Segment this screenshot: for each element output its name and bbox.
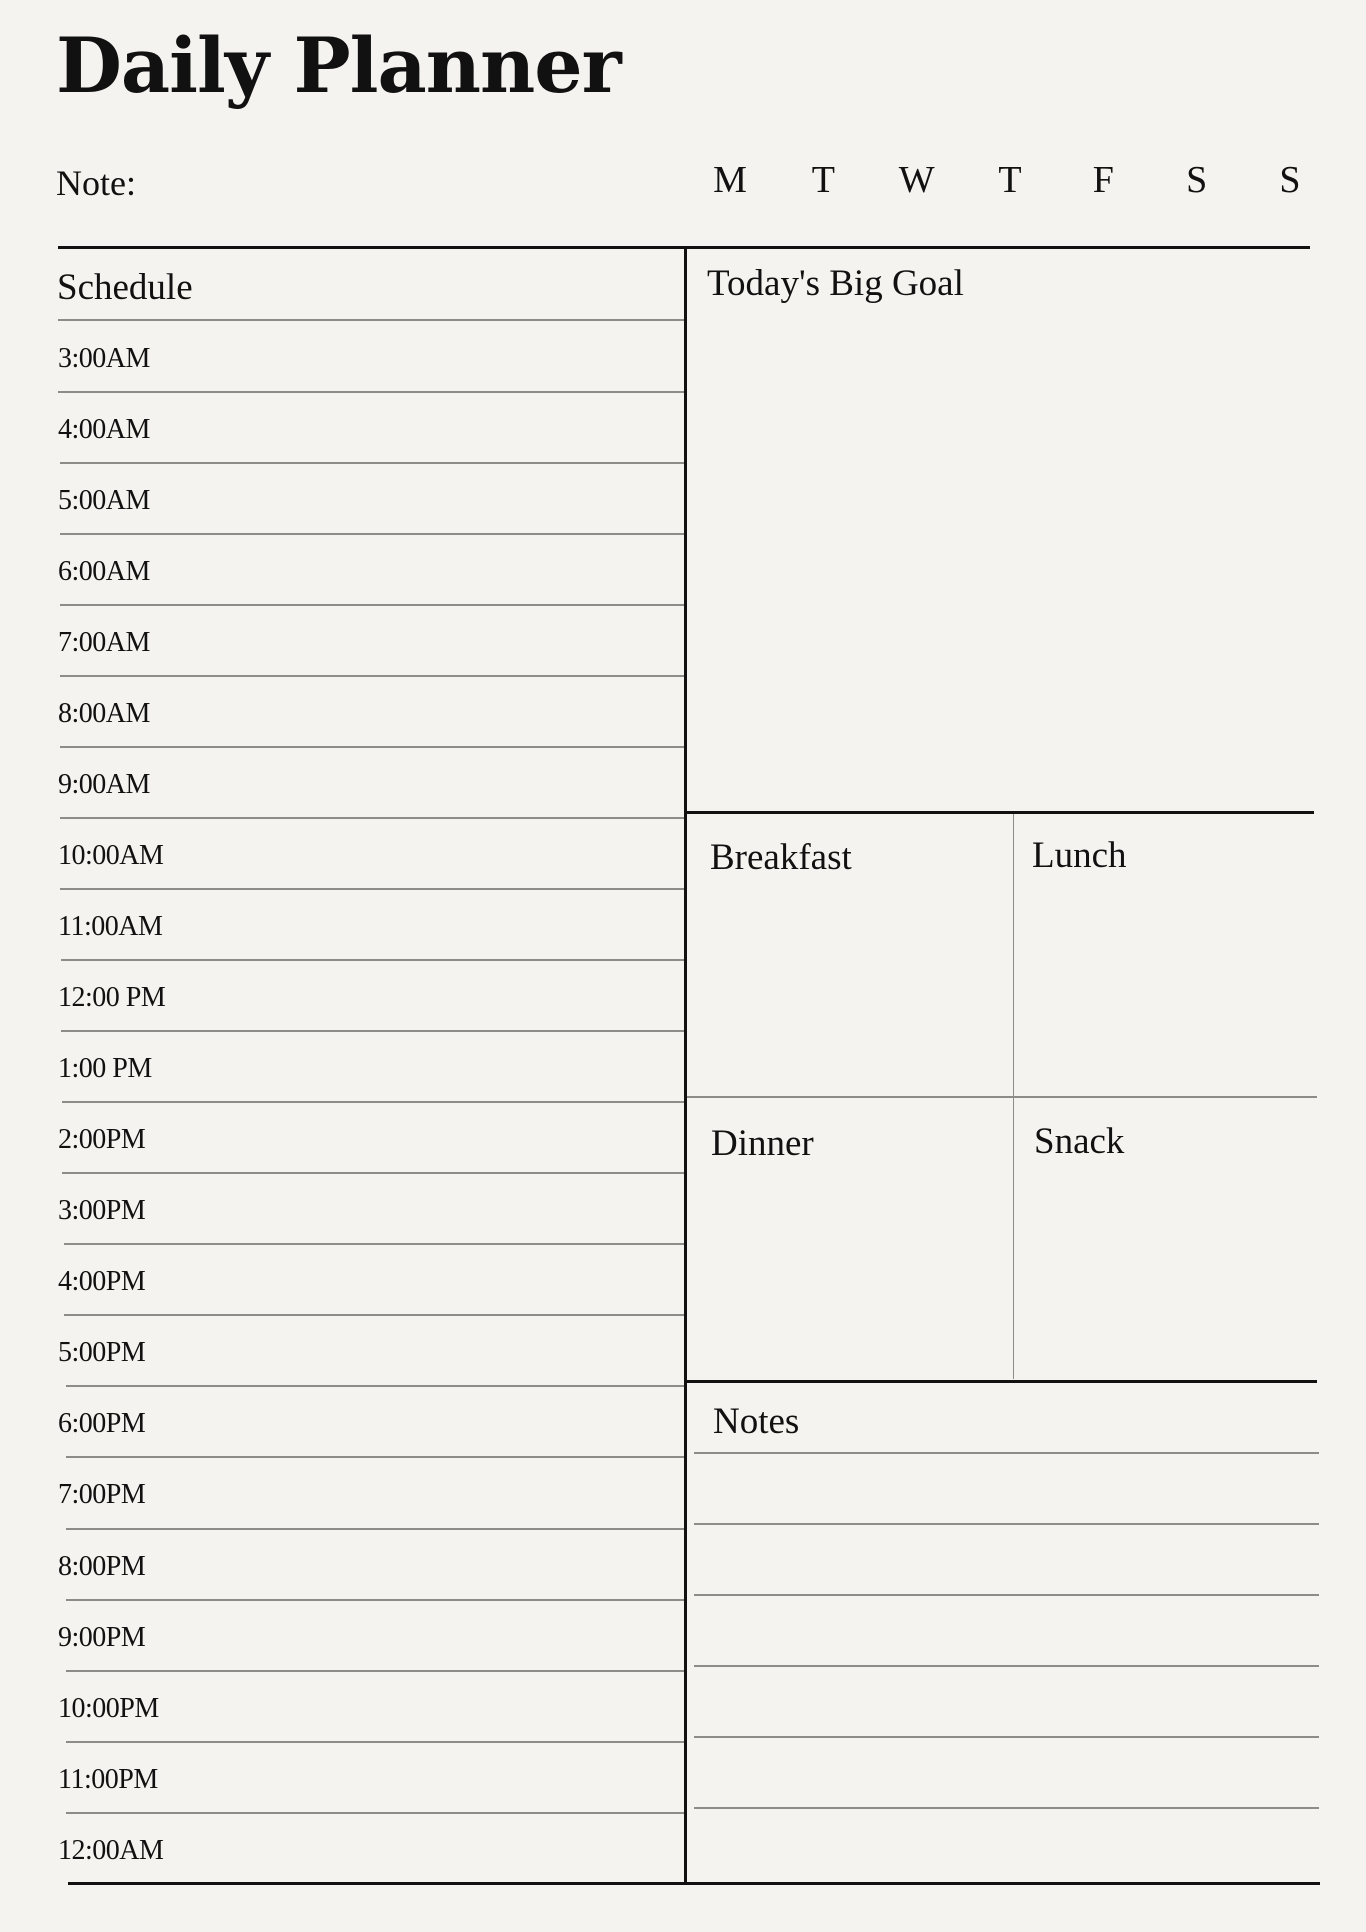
time-slot[interactable] bbox=[58, 1673, 688, 1744]
time-slot[interactable] bbox=[58, 1602, 688, 1673]
notes-rule bbox=[694, 1665, 1319, 1667]
time-label: 5:00AM bbox=[58, 484, 150, 516]
time-label: 11:00PM bbox=[58, 1763, 158, 1795]
notes-rule bbox=[694, 1736, 1319, 1738]
schedule-rule bbox=[64, 1314, 684, 1316]
time-slot[interactable] bbox=[58, 607, 688, 678]
snack-title: Snack bbox=[1034, 1121, 1125, 1162]
time-slot[interactable] bbox=[58, 962, 688, 1033]
schedule-rule bbox=[60, 604, 684, 606]
time-label: 9:00AM bbox=[58, 768, 150, 800]
time-label: 4:00AM bbox=[58, 413, 150, 445]
schedule-rule bbox=[58, 319, 684, 321]
schedule-rule bbox=[66, 1528, 684, 1530]
schedule-rule bbox=[60, 462, 684, 464]
time-label: 1:00 PM bbox=[58, 1052, 152, 1084]
schedule-title: Schedule bbox=[57, 267, 193, 308]
time-slot[interactable] bbox=[58, 1175, 688, 1246]
big-goal-box[interactable] bbox=[687, 249, 1312, 811]
time-label: 12:00AM bbox=[58, 1834, 164, 1866]
schedule-rule bbox=[58, 391, 684, 393]
time-label: 4:00PM bbox=[58, 1265, 146, 1297]
notes-title: Notes bbox=[713, 1401, 800, 1442]
time-label: 10:00AM bbox=[58, 839, 164, 871]
time-slot[interactable] bbox=[58, 1388, 688, 1459]
time-label: 3:00PM bbox=[58, 1194, 146, 1226]
schedule-rule bbox=[60, 533, 684, 535]
schedule-rule bbox=[62, 1101, 684, 1103]
time-slot[interactable] bbox=[58, 536, 688, 607]
schedule-rule bbox=[66, 1670, 684, 1672]
breakfast-title: Breakfast bbox=[710, 837, 852, 878]
time-slot[interactable] bbox=[58, 1104, 688, 1175]
time-label: 11:00AM bbox=[58, 910, 163, 942]
time-slot[interactable] bbox=[58, 1459, 688, 1530]
day-friday[interactable]: F bbox=[1092, 159, 1114, 201]
dinner-title: Dinner bbox=[711, 1123, 814, 1164]
lunch-title: Lunch bbox=[1032, 835, 1127, 876]
time-slot[interactable] bbox=[58, 1531, 688, 1602]
time-label: 3:00AM bbox=[58, 342, 150, 374]
time-slot[interactable] bbox=[58, 465, 688, 536]
time-slot[interactable] bbox=[58, 1317, 688, 1388]
time-label: 8:00PM bbox=[58, 1550, 146, 1582]
notes-rule bbox=[694, 1523, 1319, 1525]
schedule-rule bbox=[61, 959, 684, 961]
time-slot[interactable] bbox=[58, 1246, 688, 1317]
time-slot[interactable] bbox=[58, 1744, 688, 1815]
time-label: 2:00PM bbox=[58, 1123, 146, 1155]
schedule-rule bbox=[66, 1385, 684, 1387]
time-slot[interactable] bbox=[58, 891, 688, 962]
day-thursday[interactable]: T bbox=[998, 159, 1022, 201]
weekday-selector bbox=[700, 158, 1320, 202]
schedule-rule bbox=[64, 1243, 684, 1245]
time-label: 7:00AM bbox=[58, 626, 150, 658]
schedule-rule bbox=[61, 1030, 684, 1032]
day-monday[interactable]: M bbox=[713, 159, 747, 201]
time-label: 7:00PM bbox=[58, 1478, 146, 1510]
time-slot[interactable] bbox=[58, 749, 688, 820]
time-slot[interactable] bbox=[58, 323, 688, 394]
note-label: Note: bbox=[56, 163, 136, 203]
schedule-rule bbox=[60, 888, 684, 890]
time-slot[interactable] bbox=[58, 678, 688, 749]
time-slot[interactable] bbox=[58, 1815, 688, 1886]
schedule-rule bbox=[66, 1812, 684, 1814]
time-label: 5:00PM bbox=[58, 1336, 146, 1368]
day-tuesday[interactable]: T bbox=[811, 159, 835, 201]
time-label: 9:00PM bbox=[58, 1621, 146, 1653]
page-title: Daily Planner bbox=[56, 21, 621, 110]
time-label: 10:00PM bbox=[58, 1692, 159, 1724]
time-slot[interactable] bbox=[58, 394, 688, 465]
day-wednesday[interactable]: W bbox=[898, 159, 935, 201]
notes-rule bbox=[694, 1594, 1319, 1596]
notes-divider bbox=[687, 1380, 1317, 1383]
time-label: 6:00PM bbox=[58, 1407, 146, 1439]
schedule-rule bbox=[66, 1599, 684, 1601]
time-label: 6:00AM bbox=[58, 555, 150, 587]
time-label: 12:00 PM bbox=[58, 981, 166, 1013]
day-sunday[interactable]: S bbox=[1279, 159, 1301, 201]
schedule-rule bbox=[66, 1741, 684, 1743]
schedule-rule bbox=[60, 746, 684, 748]
time-label: 8:00AM bbox=[58, 697, 150, 729]
schedule-rule bbox=[60, 817, 684, 819]
day-saturday[interactable]: S bbox=[1186, 159, 1208, 201]
schedule-rule bbox=[66, 1456, 684, 1458]
schedule-rule bbox=[60, 675, 684, 677]
notes-rule bbox=[694, 1807, 1319, 1809]
time-slot[interactable] bbox=[58, 820, 688, 891]
big-goal-title: Today's Big Goal bbox=[707, 263, 964, 304]
schedule-rule bbox=[62, 1172, 684, 1174]
notes-rule bbox=[694, 1452, 1319, 1454]
time-slot[interactable] bbox=[58, 1033, 688, 1104]
